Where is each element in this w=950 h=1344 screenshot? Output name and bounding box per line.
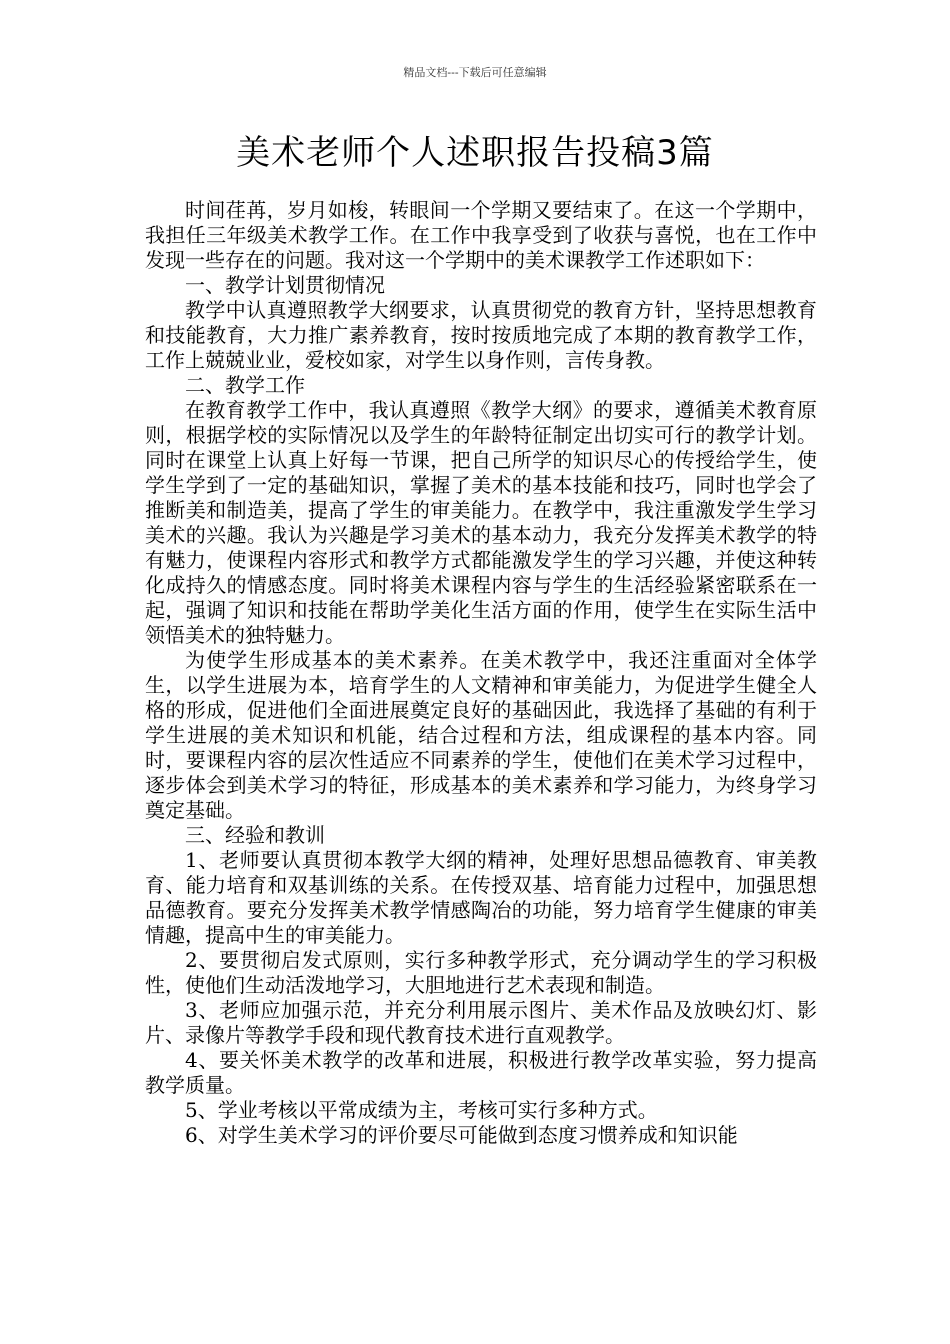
body-paragraph: 教学中认真遵照教学大纲要求，认真贯彻党的教育方针，坚持思想教育和技能教育，大力推广素养教育，按时按质地完成了本期的教育教学工作，工作上兢兢业业，爱校如家，对学生以身作则，言传身教。 <box>145 298 817 372</box>
page-header-note: 精品文档---下载后可任意编辑 <box>403 66 547 79</box>
list-item: 4、要关怀美术教学的改革和进展，积极进行教学改革实验，努力提高教学质量。 <box>145 1048 817 1097</box>
document-body <box>145 198 817 1148</box>
list-item: 5、学业考核以平常成绩为主，考核可实行多种方式。 <box>185 1098 658 1122</box>
list-item: 2、要贯彻启发式原则，实行多种教学形式，充分调动学生的学习积极性，使他们生动活泼地学习，大胆地进行艺术表现和制造。 <box>145 948 817 997</box>
intro-paragraph: 时间荏苒，岁月如梭，转眼间一个学期又要结束了。在这一个学期中，我担任三年级美术教学工作。在工作中我享受到了收获与喜悦，也在工作中发现一些存在的问题。我对这一个学期中的美术课教学工作述职如下： <box>145 198 817 272</box>
section-heading-teaching: 二、教学工作 <box>185 373 305 397</box>
list-item: 6、对学生美术学习的评价要尽可能做到态度习惯养成和知识能 <box>185 1123 738 1147</box>
section-heading-lessons: 三、经验和教训 <box>185 823 325 847</box>
body-paragraph: 为使学生形成基本的美术素养。在美术教学中，我还注重面对全体学生，以学生进展为本，培育学生的人文精神和审美能力，为促进学生健全人格的形成，促进他们全面进展奠定良好的基础因此，我选择了基础的有利于学生进展的美术知识和机能，结合过程和方法，组成课程的基本内容。同时，要课程内容的层次性适应不同素养的学生，使他们在美术学习过程中，逐步体会到美术学习的特征，形成基本的美术素养和学习能力，为终身学习奠定基础。 <box>145 648 817 822</box>
list-item: 3、老师应加强示范，并充分利用展示图片、美术作品及放映幻灯、影片、录像片等教学手段和现代教育技术进行直观教学。 <box>145 998 817 1047</box>
document-title: 美术老师个人述职报告投稿3篇 <box>236 133 714 173</box>
list-item: 1、老师要认真贯彻本教学大纲的精神，处理好思想品德教育、审美教育、能力培育和双基训练的关系。在传授双基、培育能力过程中，加强思想品德教育。要充分发挥美术教学情感陶冶的功能，努力培育学生健康的审美情趣，提高中生的审美能力。 <box>145 848 817 947</box>
body-paragraph: 在教育教学工作中，我认真遵照《教学大纲》的要求，遵循美术教育原则，根据学校的实际情况以及学生的年龄特征制定出切实可行的教学计划。同时在课堂上认真上好每一节课，把自己所学的知识尽心的传授给学生，使学生学到了一定的基础知识，掌握了美术的基本技能和技巧，同时也学会了推断美和制造美，提高了学生的审美能力。在教学中，我注重激发学生学习美术的兴趣。我认为兴趣是学习美术的基本动力，我充分发挥美术教学的特有魅力，使课程内容形式和教学方式都能激发学生的学习兴趣，并使这种转化成持久的情感态度。同时将美术课程内容与学生的生活经验紧密联系在一起，强调了知识和技能在帮助学美化生活方面的作用，使学生在实际生活中领悟美术的独特魅力。 <box>145 398 817 647</box>
section-heading-plan: 一、教学计划贯彻情况 <box>185 273 385 297</box>
